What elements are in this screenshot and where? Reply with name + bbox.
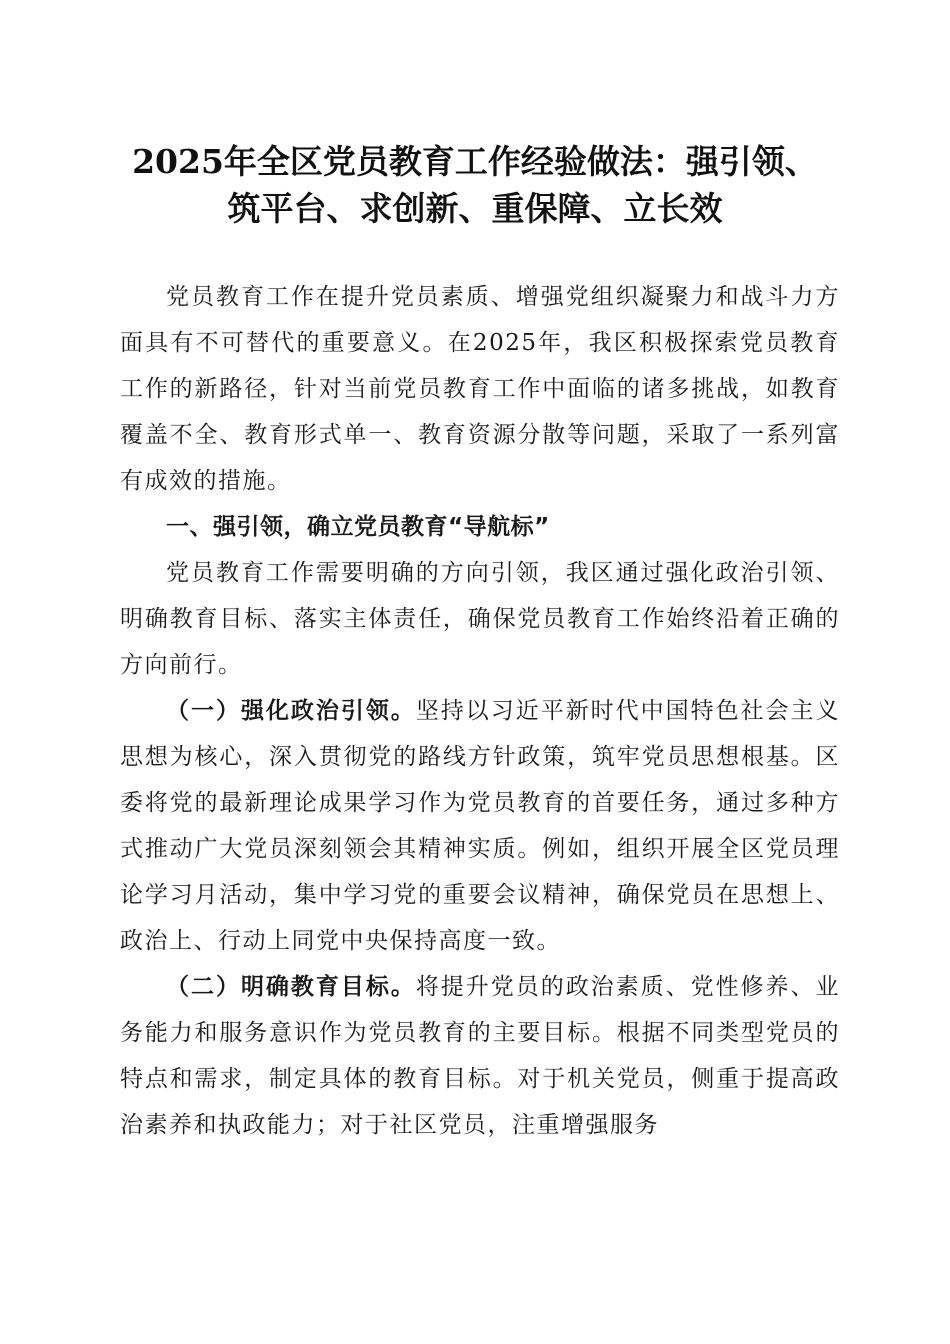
item-2-lead: （二）明确教育目标。	[166, 974, 416, 1000]
intro-paragraph: 党员教育工作在提升党员素质、增强党组织凝聚力和战斗力方面具有不可替代的重要意义。在2025年，我区积极探索党员教育工作的新路径，针对当前党员教育工作中面临的诸多挑战，如教育覆盖不全、教育形式单一、教育资源分散等问题，采取了一系列富有成效的措施。	[120, 284, 840, 494]
title-line-2: 筑平台、求创新、重保障、立长效	[227, 189, 723, 228]
item-2-paragraph	[120, 964, 840, 1148]
item-2-body: 将提升党员的政治素质、党性修养、业务能力和服务意识作为党员教育的主要目标。根据不同类型党员的特点和需求，制定具体的教育目标。对于机关党员，侧重于提高政治素养和执政能力；对于社区党员，注重增强服务	[120, 974, 841, 1138]
document-body	[120, 274, 840, 1148]
item-1-paragraph	[120, 688, 840, 964]
title-line-1: 2025年全区党员教育工作经验做法：强引领、	[132, 142, 818, 181]
item-1-lead: （一）强化政治引领。	[166, 698, 416, 724]
section-1-intro-paragraph: 党员教育工作需要明确的方向引领，我区通过强化政治引领、明确教育目标、落实主体责任，确保党员教育工作始终沿着正确的方向前行。	[120, 560, 840, 678]
item-1-body: 坚持以习近平新时代中国特色社会主义思想为核心，深入贯彻党的路线方针政策，筑牢党员思想根基。区委将党的最新理论成果学习作为党员教育的首要任务，通过多种方式推动广大党员深刻领会其精神实质。例如，组织开展全区党员理论学习月活动，集中学习党的重要会议精神，确保党员在思想上、政治上、行动上同党中央保持高度一致。	[120, 698, 841, 954]
document-title	[100, 138, 850, 232]
section-1-heading: 一、强引领，确立党员教育“导航标”	[166, 514, 550, 540]
